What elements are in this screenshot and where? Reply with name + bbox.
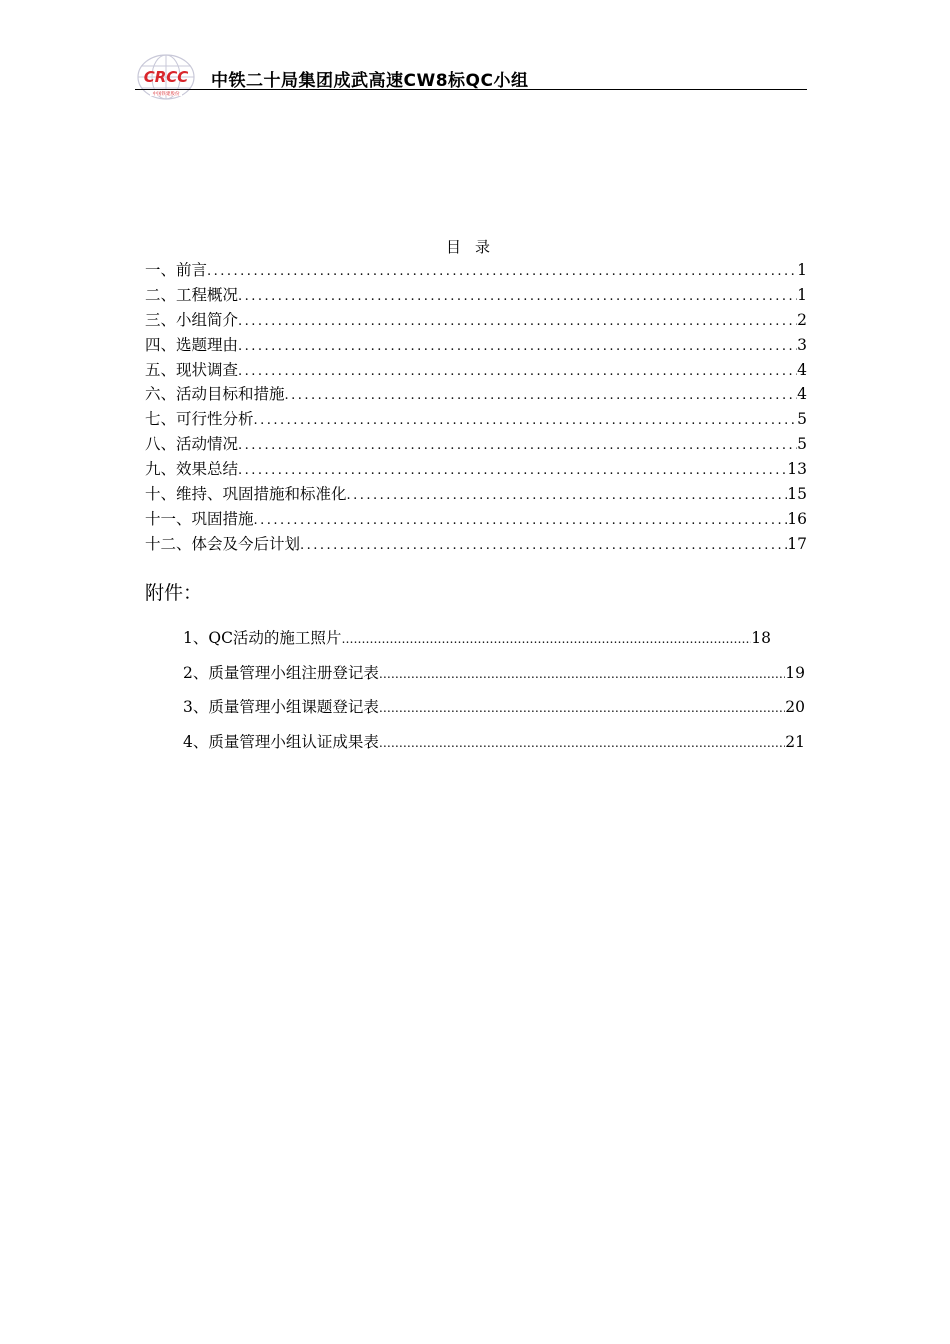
toc-heading [0,236,950,257]
appendix-item-label: 2、质量管理小组注册登记表 [183,663,379,682]
toc-item-label: 五、现状调查 [145,360,239,379]
toc-item[interactable] [145,358,807,383]
toc-item-page: 5 [797,435,807,454]
toc-leader [238,310,797,335]
svg-text:CRCC: CRCC [143,68,189,86]
appendix-item[interactable] [183,661,805,696]
toc-item-page: 4 [797,360,807,379]
toc-item[interactable] [145,258,807,283]
appendix-item-label: 1、QC活动的施工照片 [183,629,342,647]
toc-item[interactable] [145,432,807,457]
crcc-logo [135,52,197,102]
toc-item-page: 5 [797,410,807,429]
toc-item-page: 16 [787,509,807,528]
header-title: 中铁二十局集团成武高速CW8标QC小组 [211,71,529,91]
toc-item[interactable] [145,283,807,308]
toc-heading-text: 目录 [445,238,504,256]
appendix-item-page: 19 [785,663,805,682]
toc-item-label: 二、工程概况 [145,285,239,304]
appendix-item-page: 21 [785,732,805,751]
toc-leader [238,459,787,484]
toc-leader [285,384,798,409]
toc-item-page: 4 [797,385,807,404]
toc-leader [238,285,797,310]
toc-item-label: 七、可行性分析 [145,410,254,429]
toc-item-label: 十一、巩固措施 [145,509,254,528]
toc-leader [238,434,797,459]
appendix-item-page: 20 [785,698,805,716]
svg-text:中国铁建股份: 中国铁建股份 [152,92,180,97]
appendix-item-page: 18 [751,629,771,647]
appendix-item-label: 4、质量管理小组认证成果表 [183,732,379,751]
toc-item-page: 2 [797,310,807,329]
toc-item[interactable] [145,482,807,507]
appendix-item[interactable] [183,730,805,765]
toc-leader [300,534,787,559]
appendix-item-label: 3、质量管理小组课题登记表 [183,698,379,716]
appendix-leader [379,662,785,686]
appendix-leader [379,731,785,755]
toc-item-page: 1 [797,285,807,304]
header-divider [135,89,807,90]
toc-leader [207,260,797,285]
toc-item[interactable] [145,407,807,432]
appendix-item[interactable] [183,626,771,661]
toc-item[interactable] [145,333,807,358]
toc-item-page: 17 [787,534,807,553]
toc-item-label: 十二、体会及今后计划 [145,534,301,553]
toc-leader [254,509,788,534]
toc-item-page: 3 [797,335,807,354]
toc-item[interactable] [145,457,807,482]
toc-item-label: 四、选题理由 [145,335,239,354]
toc-item-label: 九、效果总结 [145,460,239,479]
toc-leader [347,484,788,509]
toc-item[interactable] [145,308,807,333]
toc-item[interactable] [145,532,807,557]
toc-item-page: 15 [787,485,807,504]
appendix-title: 附件： [145,582,203,604]
appendix-leader [379,696,785,720]
toc-item[interactable] [145,507,807,532]
toc-item-page: 1 [797,261,807,279]
toc-item[interactable] [145,382,807,407]
appendix-item[interactable] [183,695,805,730]
toc-item-label: 三、小组简介 [145,310,239,329]
toc-item-page: 13 [787,460,807,479]
toc-item-label: 六、活动目标和措施 [145,385,285,404]
toc-item-label: 一、前言 [145,261,208,279]
toc-leader [238,360,797,385]
toc-item-label: 八、活动情况 [145,435,239,454]
page-header [135,52,807,97]
appendix-list [183,626,805,764]
toc-leader [238,335,797,360]
toc-leader [254,409,798,434]
table-of-contents [145,258,807,557]
toc-item-label: 十、维持、巩固措施和标准化 [145,485,347,504]
appendix-leader [341,627,751,651]
